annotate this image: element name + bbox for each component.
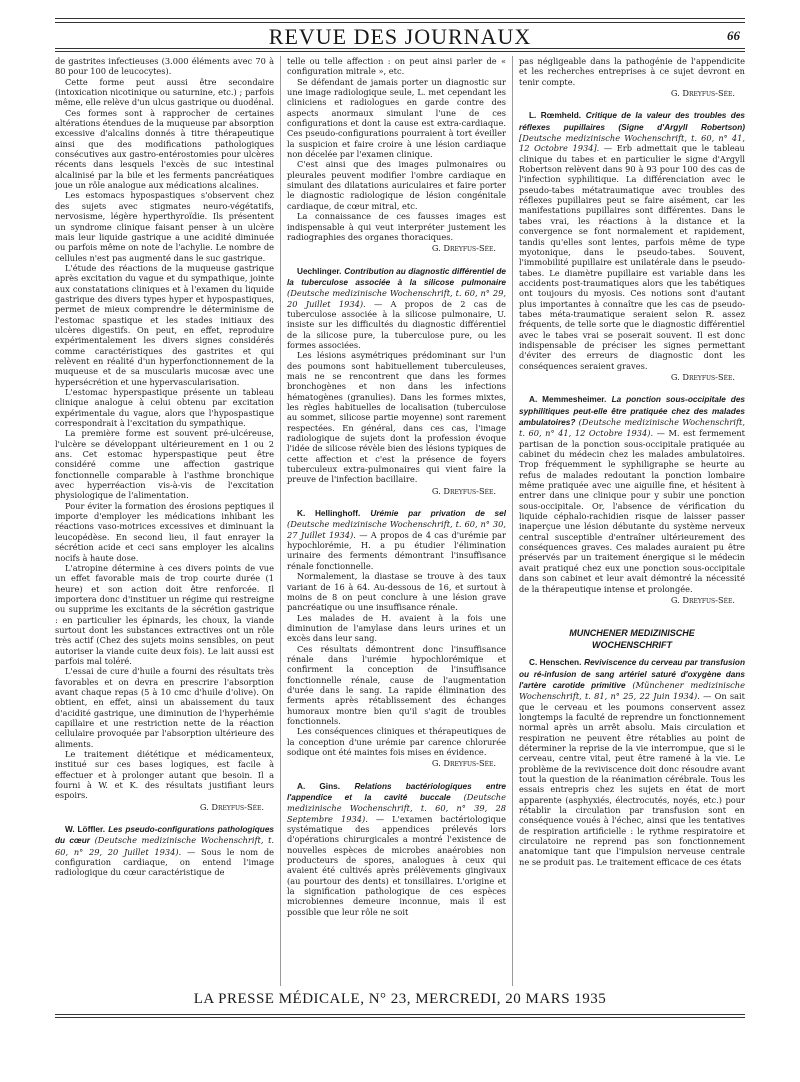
article-reference: (Münchener medizinische Wochenschrift, t. 81, n° 25, 22 Juin 1934). xyxy=(519,679,745,702)
paragraph: Les conséquences cliniques et thérapeutiques de la conception d'une urémie par carence chlorurée sodique ont été maintes fois mises en évidence. xyxy=(287,726,506,757)
paragraph: L'atropine détermine à ces divers points de vue un effet favorable mais de trop courte durée (1 heure) et son action doit être renforcée. Il importera donc d'instituer un régime qui restreigne ou supprime les excitants de la sécrétion gastrique : en particulier les épinards, les choux, la viande surtout dont les substances extractives ont un rôle très actif (Chez des sujets moins sensibles, on peut autoriser la viande cuite deux fois). Le lait aussi est parfois mal toléré. xyxy=(55,562,274,666)
article-reference: (Deutsche medizinische Wochenschrift, t. 60, n° 39, 28 Septembre 1934). xyxy=(287,792,506,824)
column-3 xyxy=(519,56,745,986)
article-title: Reviviscence du cerveau par transfusion ou ré-infusion de sang artériel saturé d'oxygène dans l'artère carotide primitive xyxy=(519,658,745,690)
article-title: Critique de la valeur des troubles des réflexes pupillaires (Signe d'Argyll Robertson) xyxy=(519,111,745,132)
section-title-line: WOCHENSCHRIFT xyxy=(592,640,672,651)
article-title: Contribution au diagnostic différentiel de la tuberculose associée à la silicose pulmonaire xyxy=(287,266,506,287)
signature: G. Dreyfus-Sée. xyxy=(431,243,496,254)
article-body: — A propos de 2 cas de tuberculose associée à la silicose pulmonaire, U. insiste sur les difficultés du diagnostic différentiel de la silicose pure, la tuberculose pure, ou les formes associées. xyxy=(287,298,506,350)
article-title: Relations bactériologiques entre l'appendice et la cavité buccale xyxy=(287,781,506,803)
paragraph: La première forme est souvent pré-ulcéreuse, l'ulcère se développant ultérieurement en 1 ou 2 ans. Cet estomac hyperspastique peut être considéré comme une affection gastrique fonctionnelle comparable à l'asthme bronchique avec hyperréaction vis-à-vis de l'excitation physiologique de l'alimentation. xyxy=(55,428,274,501)
page-number: 66 xyxy=(727,28,740,43)
paragraph: L'estomac hyperspastique présente un tableau clinique analogue à celui obtenu par excitation expérimentale du vague, alors que l'hypospastique correspondrait à l'excitation du sympathique. xyxy=(55,387,274,429)
article-author: W. Löffler. xyxy=(65,825,106,835)
article-author: Uechlinger. xyxy=(297,266,342,276)
paragraph: Se défendant de jamais porter un diagnostic sur une image radiologique seule, L. met cependant les cliniciens et radiologues en garde contre des aspects anormaux simulant l'une de ces configurations et dont la cause est extra-cardiaque. Ces pseudo-configurations pourraient à tort éveiller la suspicion et faire croire à une lésion cardiaque non décelée par l'examen clinique. xyxy=(287,76,506,160)
paragraph: Ces résultats démontrent donc l'insuffisance rénale dans l'urémie hypochlorémique et confirment la conception de l'insuffisance fonctionnelle rénale, cause de l'augmentation d'urée dans le sang. La rapide élimination des ferments après rétablissement des échanges humoraux montre bien qu'il s'agit de troubles fonctionnels. xyxy=(287,643,506,726)
paragraph: La connaissance de ces fausses images est indispensable à qui veut interpréter justement les radiographies des organes thoraciques. xyxy=(287,211,506,242)
column-divider xyxy=(512,56,513,986)
paragraph: Cette forme peut aussi être secondaire (intoxication nicotinique ou saturnine, etc.) ; parfois même, elle relève d'un ulcus gastrique ou duodénal. xyxy=(55,76,274,108)
paragraph: Le traitement diététique et médicamenteux, institué sur ces bases logiques, est facile à effectuer et à prolonger autant que besoin. Il a fourni à W. et K. des résultats justifiant leurs espoirs. xyxy=(55,749,274,801)
article-author: A. Gins. xyxy=(297,781,340,791)
article-reference: (Deutsche medizinische Wochenschrift, t. 60, n° 29, 20 Juillet 1934). xyxy=(287,288,506,309)
signature: G. Dreyfus-Sée. xyxy=(199,801,264,812)
paragraph: telle ou telle affection : on peut ainsi parler de « configuration mitrale », etc. xyxy=(287,56,506,77)
paragraph: Les estomacs hypospastiques s'observent chez des sujets avec stigmates neuro-végétatifs, nervosisme, légère hyperthyroïdie. Ils présentent un syndrome clinique faisant penser à un ulcère mais leur liquide gastrique a une acidité diminuée ou parfois même on note de l'achylie. Le nombre de cellules n'est pas augmenté dans le suc gastrique. xyxy=(55,190,274,263)
column-2 xyxy=(287,56,506,986)
article-author: C. Henschen. xyxy=(529,658,582,668)
section-title-line: MUNCHENER MEDIZINISCHE xyxy=(569,628,695,639)
article-roemheld xyxy=(519,110,745,382)
signature: G. Dreyfus-Sée. xyxy=(431,758,496,769)
signature: G. Dreyfus-Sée. xyxy=(431,485,496,496)
article-author: A. Memmesheimer. xyxy=(529,395,607,405)
article-reference: [Deutsche medizinische Wochenschrift, t. 60, n° 41, 12 Octobre 1934]. xyxy=(519,133,745,154)
paragraph: L'essai de cure d'huile a fourni des résultats très favorables et on devra en prescrire l'absorption avant chaque repas (5 à 10 cmc d'huile d'olive). On obtient, en effet, ainsi un abaissement du taux d'acidité gastrique, une diminution de l'hyperhémie capillaire et une restriction nette de la réaction cellulaire provoquée par l'absorption ultérieure des aliments. xyxy=(55,666,274,749)
paragraph: Les malades de H. avaient à la fois une diminution de l'amylase dans leurs urines et un excès dans leur sang. xyxy=(287,612,506,644)
article-loffler xyxy=(55,824,274,878)
paragraph: Ces formes sont à rapprocher de certaines altérations étendues de la muqueuse par absorption excessive d'alcalins donnés à titre thérapeutique ainsi que des modifications pathologiques consécutives aux gastro-entérostomies pour ulcères récents dans lesquels l'excès de suc intestinal alcalinisé par la bile et les ferments pancréatiques joue un rôle analogue aux médications alcalines. xyxy=(55,107,274,191)
article-memmesheimer xyxy=(519,394,745,605)
column-divider xyxy=(280,56,281,986)
paragraph: L'étude des réactions de la muqueuse gastrique après excitation du vague et du sympathique, jointe aux constatations cliniques et à l'examen du liquide gastrique des divers types hyper et hypospastiques, permet de mieux comprendre le déterminisme de l'estomac spastique et les stades initiaux des ulcères digestifs. On peut, en effet, reproduire expérimentalement les divers signes considérés comme caractéristiques des gastrites et qui relèvent en réalité d'un hyperfonctionnement de la muqueuse et de sa muscularis mucosæ avec une hypersécrétion et une hypervascularisation. xyxy=(55,262,274,387)
article-reference: (Deutsche medizinische Wochenschrift, t. 60, n° 41, 12 Octobre 1934). xyxy=(519,417,745,439)
footer-rule xyxy=(55,1017,745,1018)
header-rule xyxy=(55,48,745,49)
article-title: Urémie par privation de sel xyxy=(370,509,506,519)
section-title xyxy=(519,627,745,651)
header-rule xyxy=(55,18,745,19)
header-rule xyxy=(55,51,745,52)
footer-rule xyxy=(55,1014,745,1015)
signature: G. Dreyfus-Sée. xyxy=(670,371,735,382)
article-body: — On sait que le cerveau et les poumons conservent assez longtemps la faculté de reprendre un fonctionnement normal après un arrêt absolu. Mais circulation et respiration ne peuvent être rétablies au point de déterminer la reprise de la vie interrompue, que si le cerveau, centre vital, peut être ramené à la vie. Le problème de la reviviscence doit donc résoudre avant tout la question de la réanimation cérébrale. Tous les essais entrepris chez les sujets en état de mort apparente (asphyxiés, électrocutés, noyés, etc.) pour rétablir la circulation par transfusion sont en conséquence voués à l'échec, ainsi que les tentatives de respiration artificielle : le rythme respiratoire et circulatoire ne reprend pas son fonctionnement anatomique tant que l'impulsion nerveuse centrale ne se produit pas. Le traitement efficace de ces états xyxy=(519,691,745,867)
article-reference: (Deutsche medizinische Wochenschrift, t. 60, n° 30, 27 Juillet 1934). xyxy=(287,519,506,540)
signature: G. Dreyfus-Sée. xyxy=(670,594,735,605)
article-title: La ponction sous-occipitale des syphilitiques peut-elle être pratiquée chez des malades ambulatoires? xyxy=(519,395,745,427)
article-author: L. Rœmheld. xyxy=(529,111,582,121)
page-footer: LA PRESSE MÉDICALE, N° 23, MERCREDI, 20 MARS 1935 xyxy=(193,991,607,1007)
article-author: K. Hellinghoff. xyxy=(297,509,361,519)
signature: G. Dreyfus-Sée. xyxy=(670,88,735,99)
header-rule xyxy=(55,22,745,23)
article-body: — A propos de 4 cas d'urémie par hypochlorémie, H. a pu étudier l'élimination urinaire des ferments démontrant l'insuffisance rénale fonctionnelle. xyxy=(287,529,506,571)
article-body: — L'examen bactériologique systématique des appendices prélevés lors d'opérations chirurgicales a montré l'existence de nouvelles espèces de microbes anaérobies non producteurs de spores, analogues à ceux qui avaient été cultivés après prélèvements gingivaux (au pourtour des dents) et tonsillaires. L'origine et la signification pathologique de ces espèces microbiennes demeure inconnue, mais il est possible que leur rôle ne soit xyxy=(287,813,506,917)
paragraph: Pour éviter la formation des érosions peptiques il importe d'employer les médications inhibant les réactions vaso-motrices excessives et diminuant la leucopédèse. En second lieu, il faut enrayer la sécrétion acide et ceci sans employer les alcalins nocifs à haute dose. xyxy=(55,500,274,563)
article-hellinghoff xyxy=(287,508,506,769)
article-reference: (Deutsche medizinische Wochenschrift, t. 60, n° 29, 20 Juillet 1934). xyxy=(55,835,274,857)
paragraph: C'est ainsi que des images pulmonaires ou pleurales peuvent modifier l'ombre cardiaque en simulant des dilatations auriculaires et faire porter le diagnostic radiologique de lésion congénitale cardiaque, de cœur mitral, etc. xyxy=(287,159,506,211)
page-header-title: REVUE DES JOURNAUX xyxy=(268,24,532,49)
article-gins xyxy=(287,781,506,917)
paragraph: de gastrites infectieuses (3.000 éléments avec 70 à 80 pour 100 de leucocytes). xyxy=(55,56,274,77)
article-body: — Erb admettait que le tableau clinique du tabes et en particulier le signe d'Argyll Robertson relèvent dans 90 à 93 pour 100 des cas de l'infection syphilitique. La différenciation avec le pseudo-tabes métatraumatique avec troubles des réflexes pupillaires peut se faire aisément, car les manifestations pupillaires sont différentes. Dans le tabes vrai, les réactions à la distance et la convergence se font normalement et rapidement, tandis qu'elles sont lentes, parfois même de type myotonique, dans le pseudo-tabes. Souvent, l'immobilité pupillaire est unilatérale dans le pseudo-tabes. Le diamètre pupillaire est variable dans les accidents post-traumatiques alors que les tabétiques ont toujours du myosis. Ces notions sont d'autant plus importantes à connaître que les cas de pseudo-tabes méta-traumatique seraient selon R. assez fréquents, de telle sorte que le diagnostic différentiel avec le tabes vrai se poserait souvent. Il est donc indispensable de préciser les signes permettant d'éviter des erreurs de diagnostic dont les conséquences seraient graves. xyxy=(519,143,745,371)
article-henschen xyxy=(519,657,745,867)
column-1 xyxy=(55,56,274,986)
article-body: — Sous le nom de configuration cardiaque, on entend l'image radiologique du cœur caractéristique de xyxy=(55,846,274,878)
article-title: Les pseudo-configurations pathologiques du cœur xyxy=(55,825,274,846)
paragraph: pas négligeable dans la pathogénie de l'appendicite et les recherches entreprises à ce sujet devront en tenir compte. xyxy=(519,56,745,87)
paragraph: Normalement, la diastase se trouve à des taux variant de 16 à 64. Au-dessous de 16, et surtout à moins de 8 on peut conclure à une lésion grave pancréatique ou une insuffisance rénale. xyxy=(287,571,506,613)
paragraph: Les lésions asymétriques prédominant sur l'un des poumons sont habituellement tuberculeuses, mais ne se rencontrent que dans les formes bronchogènes et non dans les infections hématogènes (granulies). Dans les formes mixtes, les règles habituelles de localisation (tuberculose au sommet, silicose partie moyenne) sont rarement respectées. En général, dans ces cas, l'image radiologique de sujets dont la profession évoque l'idée de silicose révèle bien des lésions typiques de cette affection et c'est la présence de foyers tuberculeux extra-pulmonaires qui vient faire la preuve de l'infection bacillaire. xyxy=(287,350,506,485)
article-uechlinger xyxy=(287,266,506,497)
article-body: — M. est fermement partisan de la ponction sous-occipitale pratiquée au cabinet du médecin chez les malades ambulatoires. Trop fréquemment le syphiligraphe se heurte au refus de malades redoutant la ponction lombaire même pratiquée avec une aiguille fine, et hésitent à entrer dans une clinique pour y subir une ponction sous-occipitale. Or, l'absence de vérification du liquide céphalo-rachidien risque de laisser passer inaperçue une lésion débutante du système nerveux central susceptible d'entraîner ultérieurement des conséquences graves. Ces malades auraient pu être préservés par un traitement énergique si le médecin avait pratiqué chez eux une ponction sous-occipitale dans son cabinet et leur avait démontré la nécessité de la thérapeutique intense et prolongée. xyxy=(519,428,745,594)
